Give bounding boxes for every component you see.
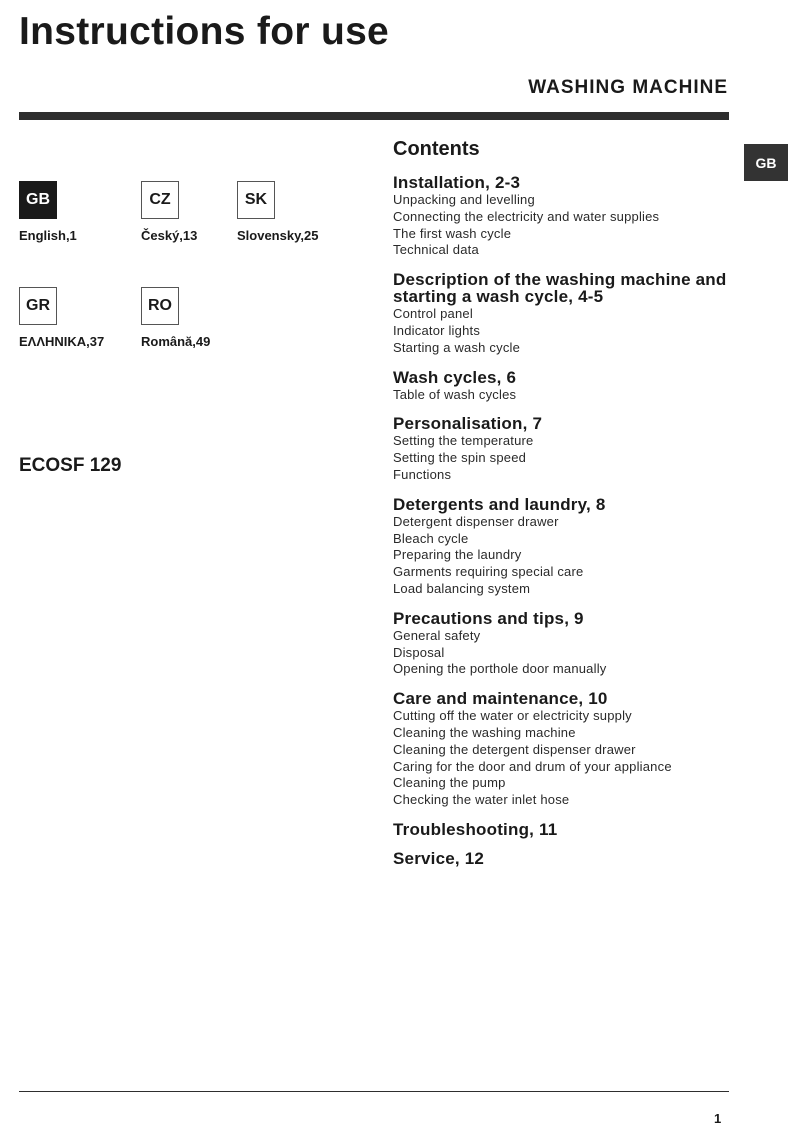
toc-item[interactable]: Technical data <box>393 242 479 258</box>
toc-section-title[interactable]: Service, 12 <box>393 848 485 868</box>
toc-item[interactable]: The first wash cycle <box>393 225 512 241</box>
toc-item-list <box>393 628 733 678</box>
toc-item-list <box>393 514 733 598</box>
product-subtitle: WASHING MACHINE <box>528 77 728 98</box>
toc-item[interactable]: Setting the spin speed <box>393 450 527 466</box>
toc-item[interactable]: Cutting off the water or electricity supply <box>393 708 632 724</box>
toc-item[interactable]: Indicator lights <box>393 322 481 338</box>
toc-item[interactable]: Table of wash cycles <box>393 386 517 402</box>
language-code-box: GR <box>19 287 57 325</box>
toc-item[interactable]: Starting a wash cycle <box>393 339 521 355</box>
language-code-box: CZ <box>141 181 179 219</box>
toc-item[interactable]: Control panel <box>393 306 473 322</box>
page-number: 1 <box>714 1111 722 1126</box>
toc-item[interactable]: Disposal <box>393 644 445 660</box>
table-of-contents <box>393 174 733 879</box>
language-code-box: SK <box>237 181 275 219</box>
language-label: Český,13 <box>141 228 198 243</box>
language-ro[interactable] <box>141 287 210 349</box>
language-label: ΕΛΛΗΝΙΚΑ,37 <box>19 334 105 349</box>
toc-section-title[interactable]: Detergents and laundry, 8 <box>393 494 606 514</box>
header-rule <box>19 112 729 120</box>
language-gr[interactable] <box>19 287 104 349</box>
toc-item[interactable]: Load balancing system <box>393 580 531 596</box>
language-sk[interactable] <box>237 181 318 243</box>
toc-section <box>393 690 733 809</box>
language-label: English,1 <box>19 228 77 243</box>
page-title: Instructions for use <box>19 10 390 53</box>
toc-section <box>393 271 733 356</box>
toc-item[interactable]: Unpacking and levelling <box>393 192 535 207</box>
toc-section <box>393 369 733 404</box>
toc-section <box>393 821 733 838</box>
toc-item[interactable]: Bleach cycle <box>393 530 469 546</box>
language-code-box: GB <box>19 181 57 219</box>
toc-section-title[interactable]: Description of the washing machine and starting a wash cycle, 4-5 <box>393 270 727 307</box>
toc-item[interactable]: Opening the porthole door manually <box>393 661 607 677</box>
toc-item-list <box>393 306 733 356</box>
model-number: ECOSF 129 <box>19 455 122 476</box>
toc-section-title[interactable]: Wash cycles, 6 <box>393 367 517 387</box>
language-cz[interactable] <box>141 181 197 243</box>
toc-section <box>393 174 733 259</box>
toc-item[interactable]: Cleaning the washing machine <box>393 724 576 740</box>
toc-item[interactable]: Functions <box>393 466 452 482</box>
language-side-tab: GB <box>744 144 788 181</box>
toc-item-list <box>393 192 733 259</box>
toc-item[interactable]: Detergent dispenser drawer <box>393 513 559 529</box>
toc-section <box>393 850 733 867</box>
contents-heading: Contents <box>393 138 480 160</box>
toc-item[interactable]: General safety <box>393 627 481 643</box>
toc-item[interactable]: Garments requiring special care <box>393 564 584 580</box>
toc-section <box>393 496 733 598</box>
toc-item[interactable]: Connecting the electricity and water supplies <box>393 208 660 224</box>
toc-section <box>393 415 733 483</box>
footer-rule <box>19 1091 729 1092</box>
toc-section-title[interactable]: Installation, 2-3 <box>393 173 521 192</box>
language-code-box: RO <box>141 287 179 325</box>
toc-item[interactable]: Cleaning the pump <box>393 775 506 791</box>
toc-section-title[interactable]: Precautions and tips, 9 <box>393 608 584 628</box>
toc-item[interactable]: Setting the temperature <box>393 433 534 449</box>
toc-section-title[interactable]: Troubleshooting, 11 <box>393 819 558 839</box>
toc-section-title[interactable]: Care and maintenance, 10 <box>393 689 608 709</box>
toc-item-list <box>393 387 733 404</box>
toc-section-title[interactable]: Personalisation, 7 <box>393 414 543 434</box>
toc-item-list <box>393 433 733 483</box>
toc-item[interactable]: Cleaning the detergent dispenser drawer <box>393 741 636 757</box>
toc-item-list <box>393 708 733 809</box>
toc-item[interactable]: Checking the water inlet hose <box>393 792 570 808</box>
language-gb[interactable] <box>19 181 77 243</box>
toc-item[interactable]: Preparing the laundry <box>393 547 522 563</box>
language-label: Slovensky,25 <box>237 228 319 243</box>
toc-item[interactable]: Caring for the door and drum of your appliance <box>393 758 672 774</box>
toc-section <box>393 610 733 678</box>
language-label: Română,49 <box>141 334 211 349</box>
